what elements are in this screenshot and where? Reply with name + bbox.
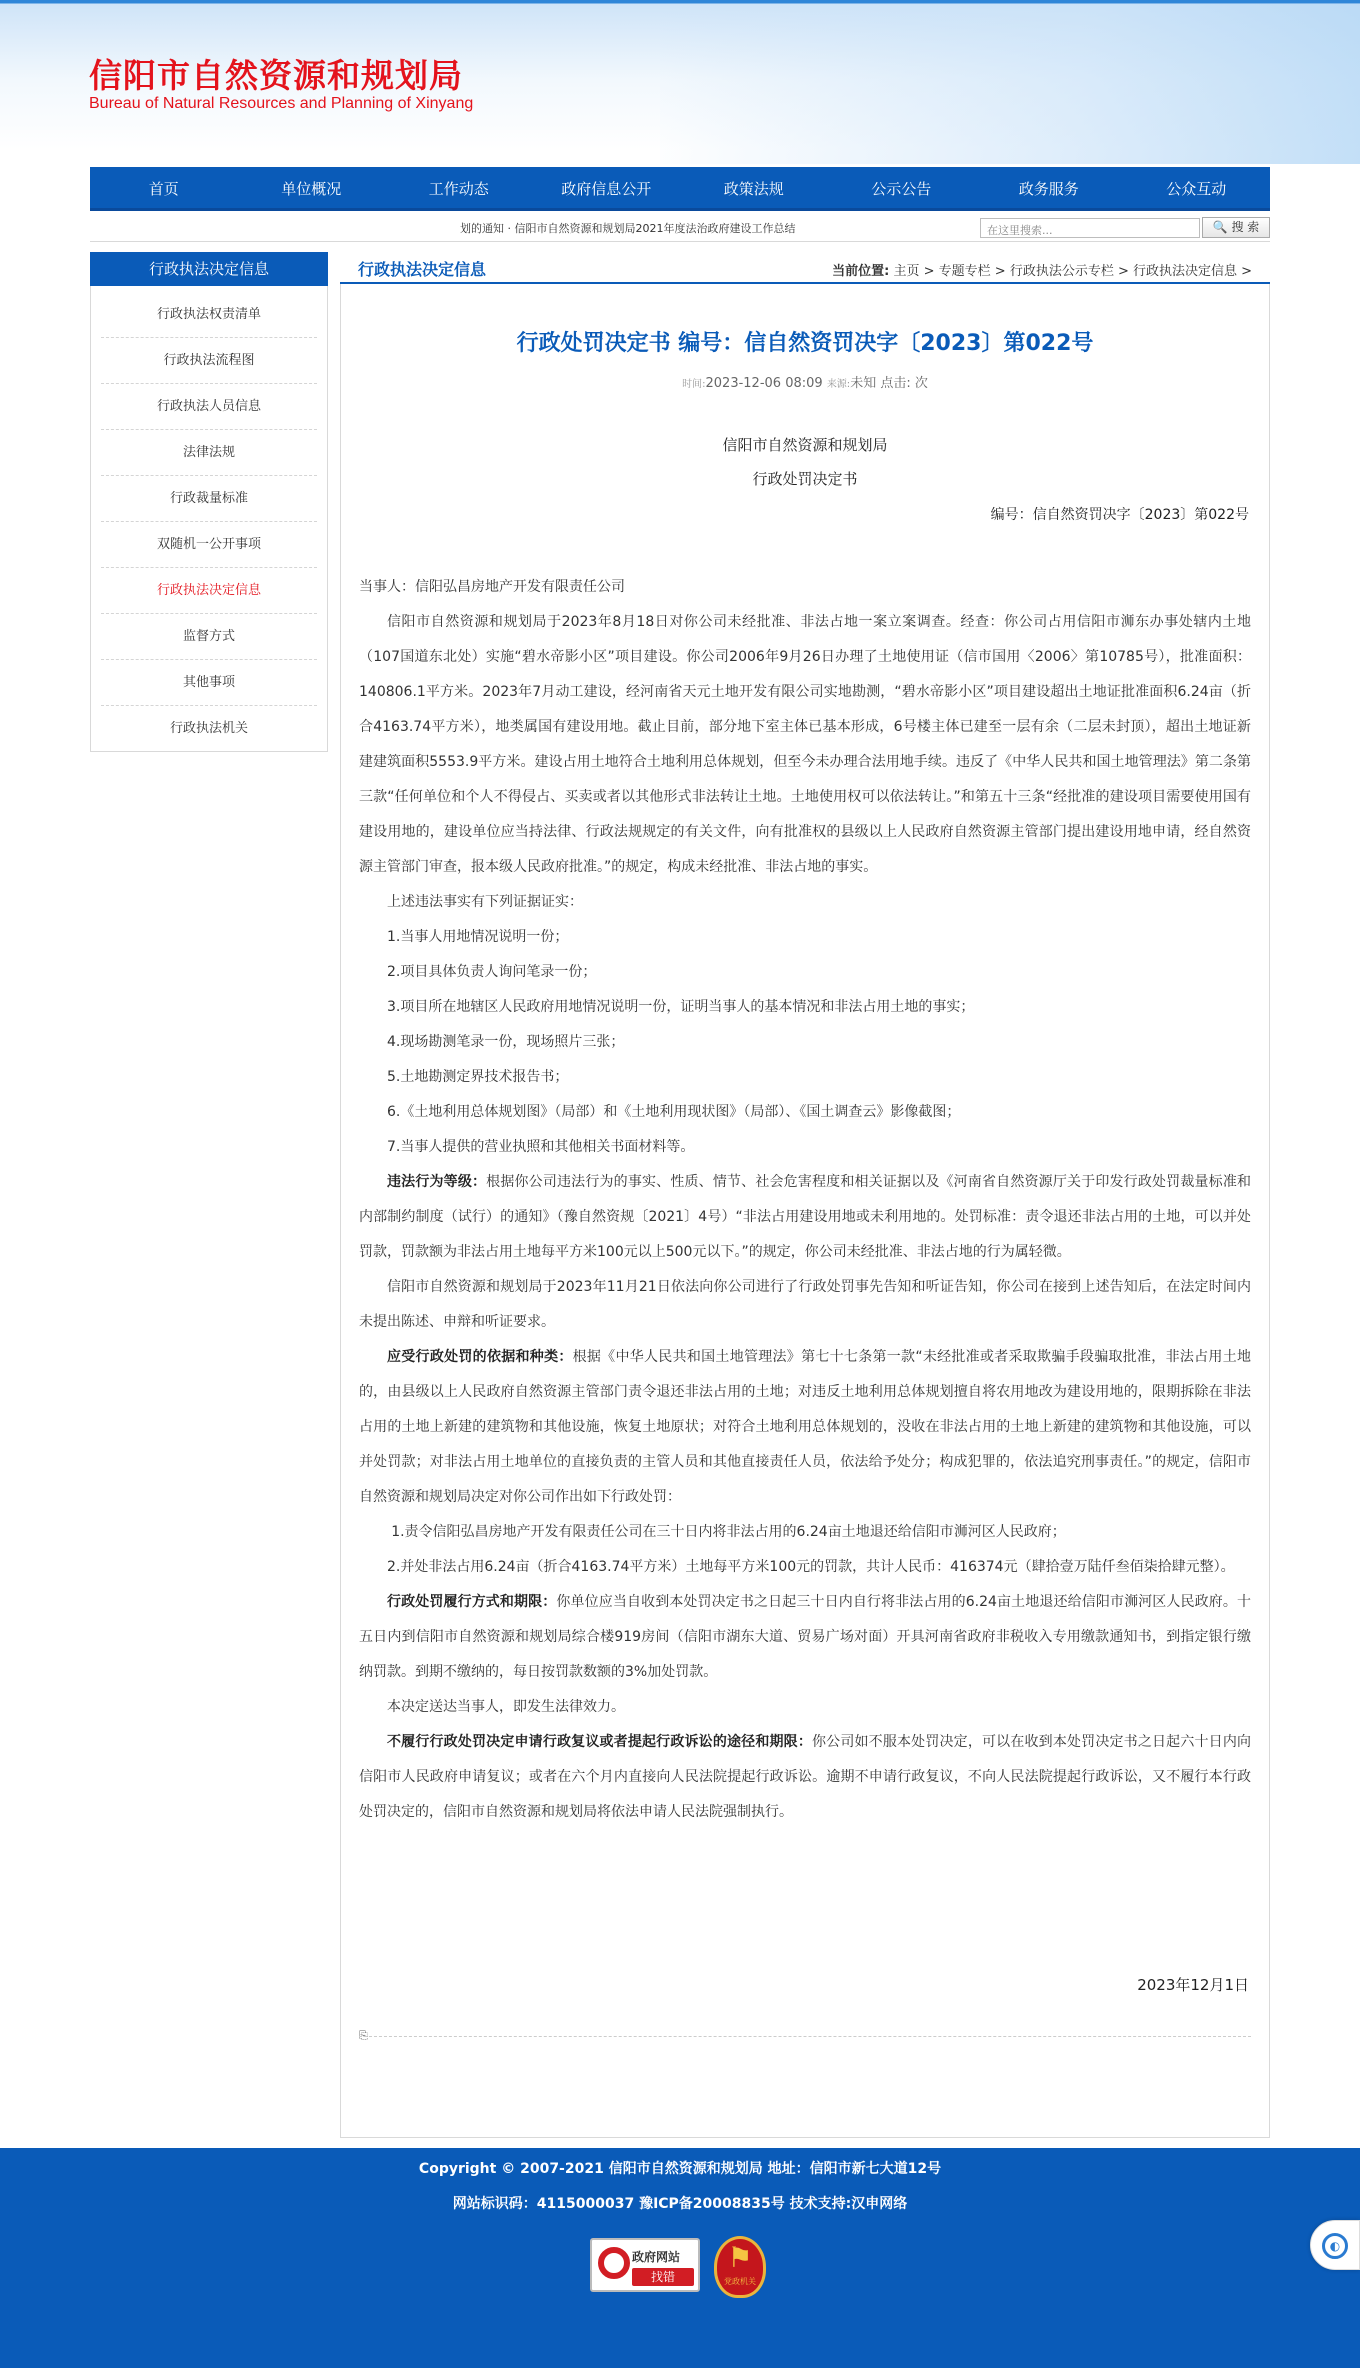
evidence-item: 4.现场勘测笔录一份，现场照片三张； — [387, 1034, 625, 1050]
method-paragraph — [359, 1585, 1251, 1690]
decision-item: 1.责令信阳弘昌房地产开发有限责任公司在三十日内将非法占用的6.24亩土地退还给信阳市浉河区人民政府； — [391, 1524, 1066, 1540]
attachment-icon: ⎘ — [359, 2029, 368, 2042]
publish-time: 2023-12-06 08:09 — [705, 376, 823, 391]
basis-paragraph — [359, 1340, 1251, 1515]
method-text: 你单位应当自收到本处罚决定书之日起三十日内自行将非法占用的6.24亩土地退还给信阳市浉河区人民政府。十五日内到信阳市自然资源和规划局综合楼919房间（信阳市湖东大道、贸易广场对面）开具河南省政府非税收入专用缴款通知书，到指定银行缴纳罚款。到期不缴纳的，每日按罚款数额的3%加处罚款。 — [359, 1594, 1251, 1680]
content-header — [340, 252, 1270, 284]
basis-label: 应受行政处罚的依据和种类： — [387, 1349, 573, 1365]
facts-paragraph: 信阳市自然资源和规划局于2023年8月18日对你公司未经批准、非法占地一案立案调查。经查：你公司占用信阳市浉东办事处辖内土地（107国道东北处）实施“碧水帝影小区”项目建设。你公司2006年9月26日办理了土地使用证（信市国用〈2006〉第10785号），批准面积：140806.1平方米。2023年7月动工建设，经河南省天元土地开发有限公司实地勘测，“碧水帝影小区”项目建设超出土地证批准面积6.24亩（折合4163.74平方米），地类属国有建设用地。截止目前，部分地下室主体已基本形成，6号楼主体已建至一层有余（二层未封顶），超出土地证新建建筑面积5553.9平方米。建设占用土地符合土地利用总体规划，但至今未办理合法用地手续。违反了《中华人民共和国土地管理法》第二条第三款“任何单位和个人不得侵占、买卖或者以其他形式非法转让土地。土地使用权可以依法转让。”和第五十三条“经批准的建设项目需要使用国有建设用地的，建设单位应当持法律、行政法规规定的有关文件，向有批准权的县级以上人民政府自然资源主管部门提出建设用地申请，经自然资源主管部门审查，报本级人民政府批准。”的规定，构成未经批准、非法占地的事实。 — [359, 614, 1251, 875]
sidebar — [90, 252, 328, 752]
main-nav — [90, 167, 1270, 211]
evidence-item: 6.《土地利用总体规划图》（局部）和《土地利用现状图》（局部）、《国土调查云》影像截图； — [387, 1104, 961, 1120]
article-title: 行政处罚决定书 编号：信自然资罚决字〔2023〕第022号 — [516, 331, 1094, 356]
evidence-item: 5.土地勘测定界技术报告书； — [387, 1069, 569, 1085]
section-title: 行政执法决定信息 — [358, 260, 487, 279]
site-title[interactable]: 信阳市自然资源和规划局 — [89, 56, 463, 95]
sidebar-item[interactable]: 法律法规 — [101, 430, 317, 476]
magnifier-icon — [598, 2247, 630, 2279]
decision-item: 2.并处非法占用6.24亩（折合4163.74平方米）土地每平方米100元的罚款，共计人民币：416374元（肆拾壹万陆仟叁佰柒拾肆元整）。 — [387, 1559, 1235, 1575]
violation-level-paragraph — [359, 1165, 1251, 1270]
breadcrumb-path[interactable]: 主页 > 专题专栏 > 行政执法公示专栏 > 行政执法决定信息 > — [893, 264, 1252, 279]
sidebar-item[interactable]: 行政执法人员信息 — [101, 384, 317, 430]
doc-type: 行政处罚决定书 — [752, 470, 858, 488]
gov-site-error-badge[interactable] — [590, 2238, 700, 2292]
accessibility-float-button[interactable] — [1310, 2220, 1360, 2270]
nav-notices[interactable]: 公示公告 — [871, 180, 932, 198]
evidence-item: 7.当事人提供的营业执照和其他相关书面材料等。 — [387, 1139, 695, 1155]
source: 未知 — [850, 376, 877, 391]
sidebar-title: 行政执法决定信息 — [90, 252, 328, 286]
nav-services[interactable]: 政务服务 — [1018, 180, 1079, 198]
effect-paragraph: 本决定送达当事人，即发生法律效力。 — [387, 1699, 625, 1715]
breadcrumb — [832, 260, 1252, 279]
evidence-item: 2.项目具体负责人询问笔录一份； — [387, 964, 597, 980]
party: 当事人：信阳弘昌房地产开发有限责任公司 — [359, 579, 625, 595]
icp-info[interactable]: 网站标识码：4115000037 豫ICP备20008835号 技术支持:汉申网络 — [452, 2196, 908, 2212]
breadcrumb-label: 当前位置: — [832, 264, 890, 279]
search-button[interactable]: 🔍 搜 索 — [1202, 217, 1270, 238]
site-header — [0, 0, 1360, 168]
emblem-icon: ⚑ — [727, 2241, 753, 2274]
sub-bar — [90, 214, 1270, 242]
nav-about[interactable]: 单位概况 — [281, 180, 342, 198]
nav-home[interactable]: 首页 — [148, 180, 179, 198]
nav-info-disclosure[interactable]: 政府信息公开 — [561, 180, 652, 198]
accessibility-icon: ◐ — [1322, 2233, 1348, 2259]
nav-news[interactable]: 工作动态 — [428, 180, 489, 198]
article-panel — [340, 284, 1270, 2138]
site-title-en: Bureau of Natural Resources and Planning of Xinyang — [89, 95, 474, 112]
sidebar-item[interactable]: 行政裁量标准 — [101, 476, 317, 522]
sidebar-list — [91, 286, 327, 752]
sidebar-item[interactable]: 其他事项 — [101, 660, 317, 706]
copyright: Copyright © 2007-2021 信阳市自然资源和规划局 地址：信阳市新七大道12号 — [418, 2161, 942, 2177]
badge2-label: 党政机关 — [724, 2277, 756, 2286]
appeal-paragraph — [359, 1725, 1251, 1830]
basis-text: 根据《中华人民共和国土地管理法》第七十七条第一款“未经批准或者采取欺骗手段骗取批准，非法占用土地的，由县级以上人民政府自然资源主管部门责令退还非法占用的土地；对违反土地利用总体规划擅自将农用地改为建设用地的，限期拆除在非法占用的土地上新建的建筑物和其他设施，恢复土地原状；对符合土地利用总体规划的，没收在非法占用的土地上新建的建筑物和其他设施，可以并处罚款；对非法占用土地单位的直接负责的主管人员和其他直接责任人员，依法给予处分；构成犯罪的，依法追究刑事责任。”的规定，信阳市自然资源和规划局决定对你公司作出如下行政处罚： — [359, 1349, 1251, 1505]
time-label: 时间: — [682, 379, 706, 390]
appeal-text: 你公司如不服本处罚决定，可以在收到本处罚决定书之日起六十日内向信阳市人民政府申请复议；或者在六个月内直接向人民法院提起行政诉讼。逾期不申请行政复议，不向人民法院提起行政诉讼，又不履行本行政处罚决定的，信阳市自然资源和规划局将依法申请人民法院强制执行。 — [359, 1734, 1251, 1820]
party-gov-badge[interactable] — [714, 2236, 766, 2298]
sidebar-item[interactable]: 行政执法权责清单 — [101, 292, 317, 338]
nav-policy[interactable]: 政策法规 — [723, 180, 784, 198]
header-background — [660, 4, 1360, 164]
source-label: 来源: — [826, 379, 851, 390]
appeal-label: 不履行行政处罚决定申请行政复议或者提起行政诉讼的途径和期限： — [387, 1734, 812, 1750]
evidence-item: 3.项目所在地辖区人民政府用地情况说明一份，证明当事人的基本情况和非法占用土地的事实； — [387, 999, 975, 1015]
notice-paragraph: 信阳市自然资源和规划局于2023年11月21日依法向你公司进行了行政处罚事先告知和听证告知，你公司在接到上述告知后，在法定时间内未提出陈述、申辩和听证要求。 — [359, 1279, 1251, 1330]
violation-level-text: 根据你公司违法行为的事实、性质、情节、社会危害程度和相关证据以及《河南省自然资源厅关于印发行政处罚裁量标准和内部制约制度（试行）的通知》（豫自然资规〔2021〕4号）“非法占用建设用地或未利用地的。处罚标准：责令退还非法占用的土地，可以并处罚款，罚款额为非法占用土地每平方米100元以上500元以下。”的规定，你公司未经批准、非法占地的行为属轻微。 — [359, 1174, 1252, 1260]
article-body — [359, 570, 1251, 1830]
badge-line2: 找错 — [632, 2268, 694, 2286]
divider — [359, 2036, 1251, 2037]
click-count: 点击: 次 — [880, 376, 928, 391]
violation-level-label: 违法行为等级： — [387, 1174, 487, 1190]
doc-date: 2023年12月1日 — [1137, 1976, 1249, 1994]
nav-interaction[interactable]: 公众互动 — [1166, 180, 1227, 198]
search-input[interactable]: 在这里搜索... — [980, 218, 1200, 238]
news-marquee[interactable]: 划的通知 · 信阳市自然资源和规划局2021年度法治政府建设工作总结 — [460, 222, 796, 235]
sidebar-item[interactable]: 双随机一公开事项 — [101, 522, 317, 568]
article-meta — [341, 372, 1269, 391]
sidebar-item[interactable]: 监督方式 — [101, 614, 317, 660]
doc-organization: 信阳市自然资源和规划局 — [722, 436, 888, 454]
sidebar-item[interactable]: 行政执法机关 — [169, 721, 248, 736]
sidebar-item[interactable]: 行政执法流程图 — [101, 338, 317, 384]
evidence-item: 1.当事人用地情况说明一份； — [387, 929, 569, 945]
badge-line1: 政府网站 — [632, 2250, 681, 2264]
site-footer — [0, 2148, 1360, 2368]
evidence-intro: 上述违法事实有下列证据证实： — [387, 894, 583, 910]
doc-number: 编号：信自然资罚决字〔2023〕第022号 — [990, 507, 1249, 523]
sidebar-item-active[interactable]: 行政执法决定信息 — [101, 568, 317, 614]
method-label: 行政处罚履行方式和期限： — [387, 1594, 557, 1610]
